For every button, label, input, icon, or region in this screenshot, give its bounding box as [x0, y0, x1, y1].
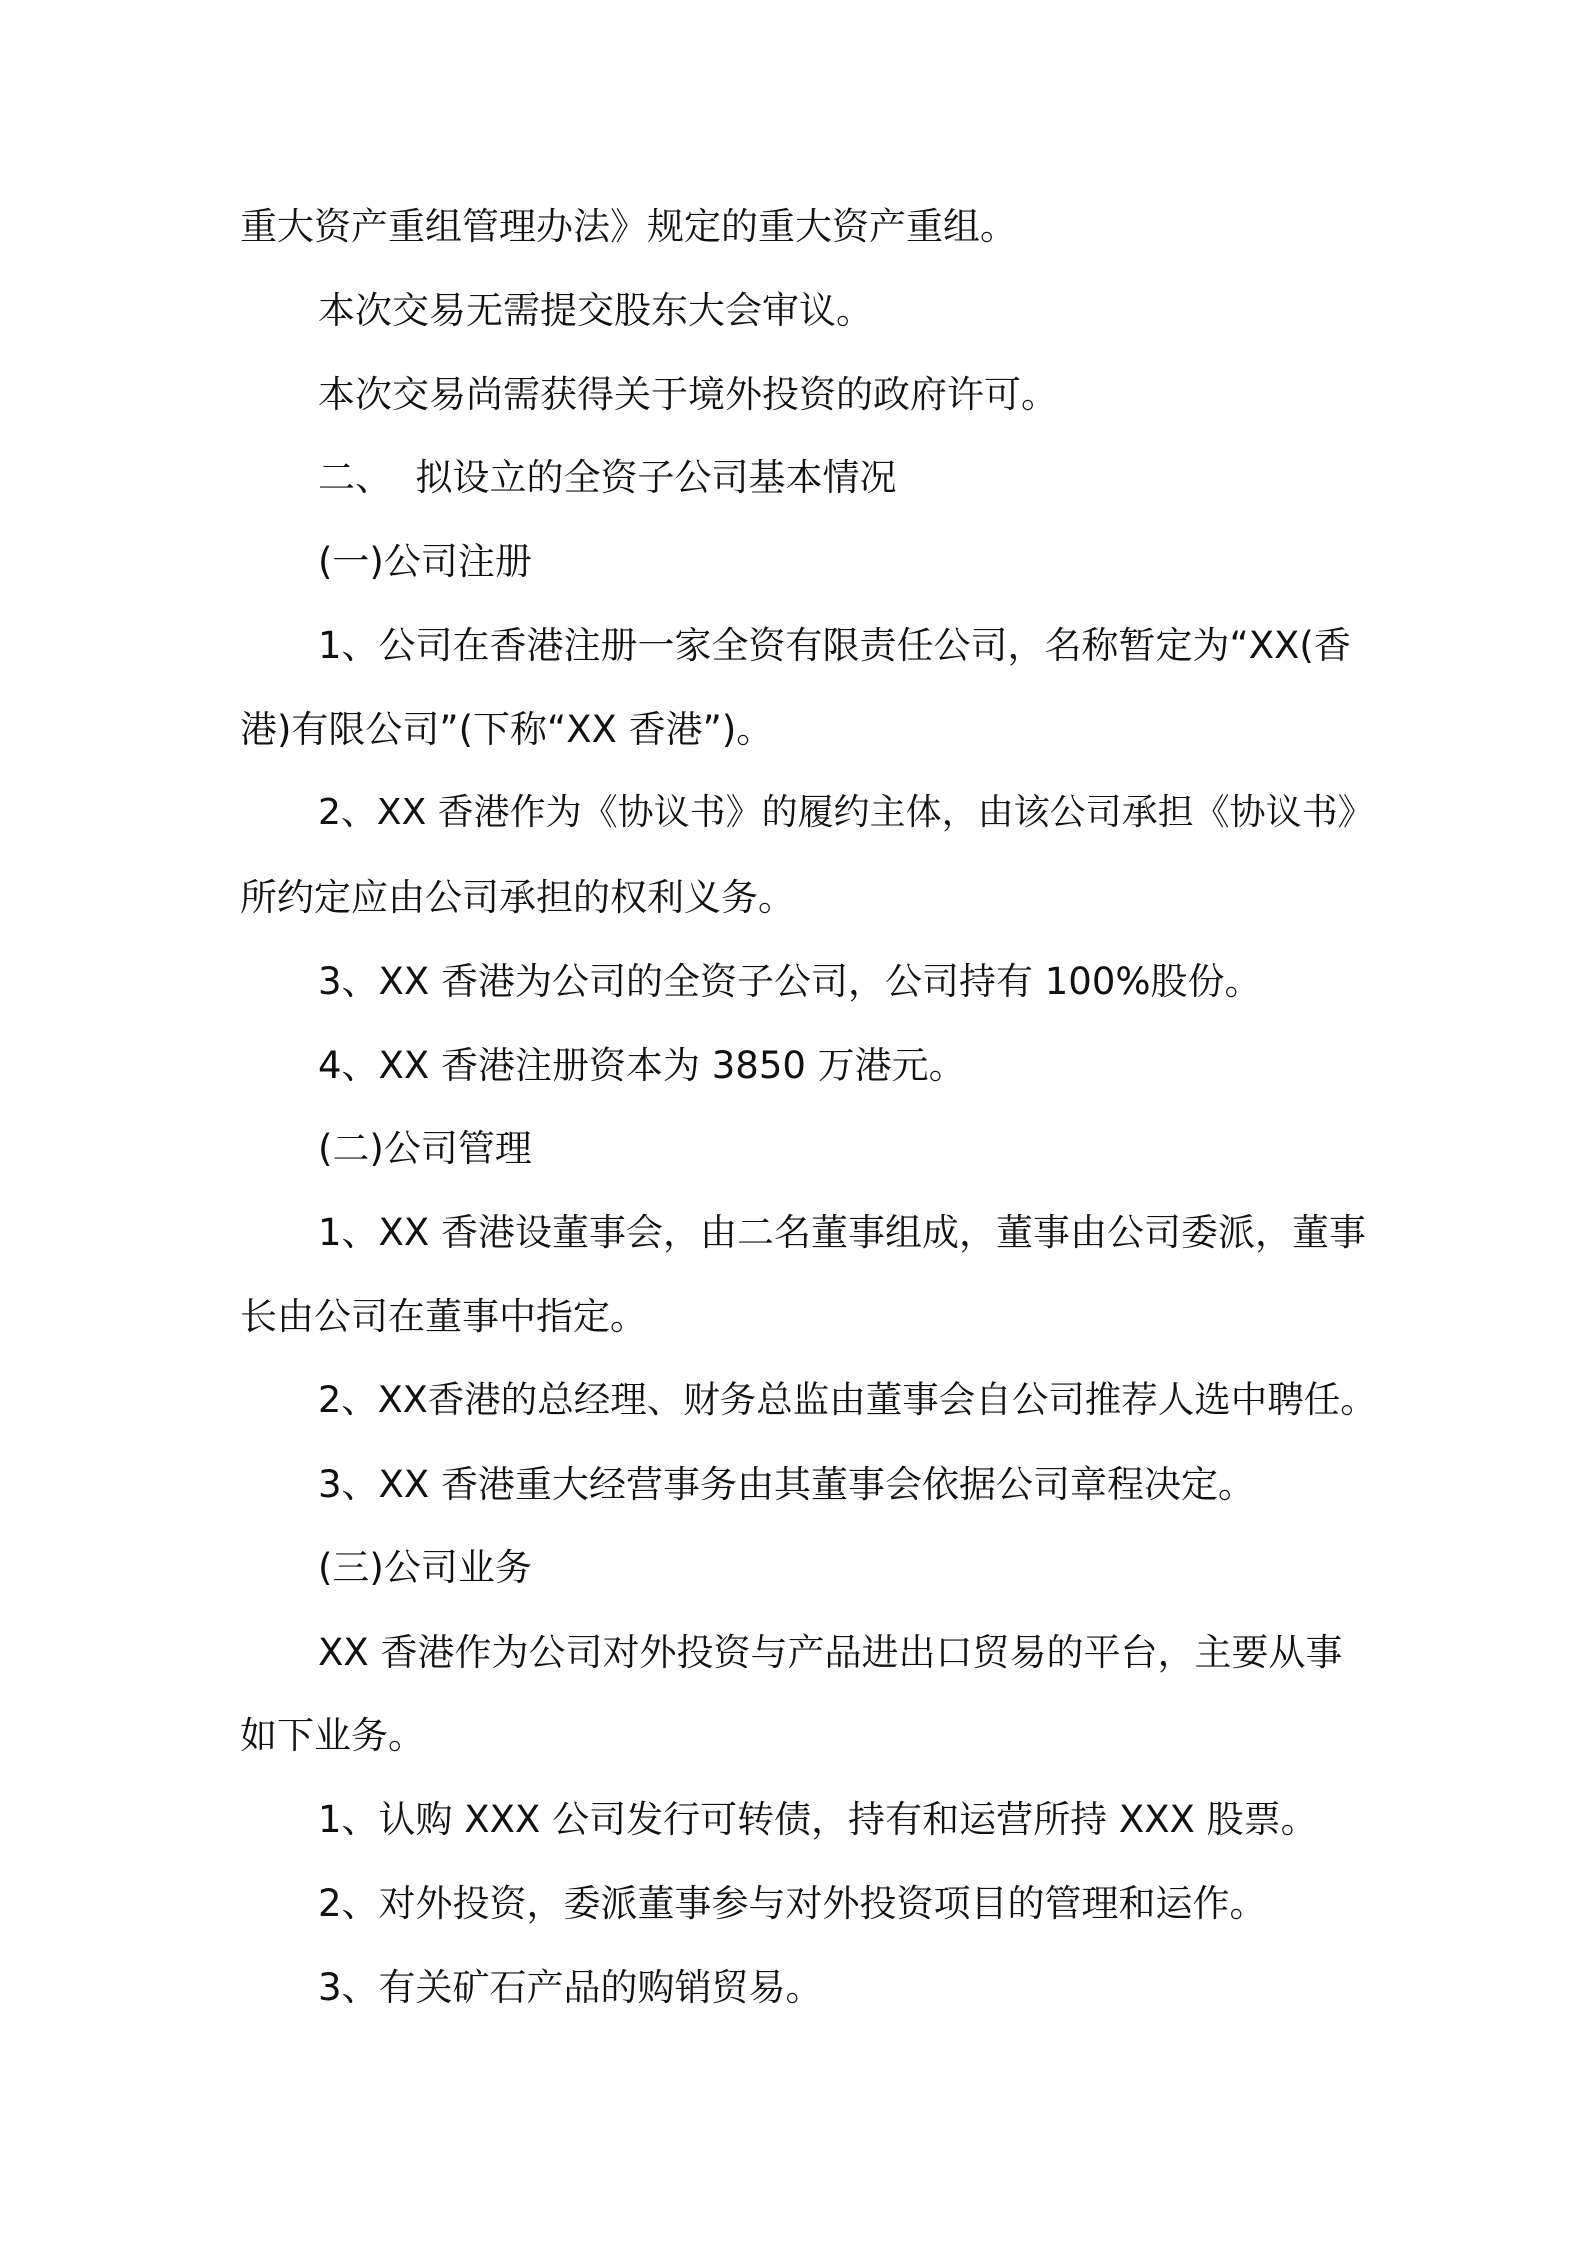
paragraph-line: 2、对外投资，委派董事参与对外投资项目的管理和运作。 [318, 1882, 1267, 1925]
paragraph-line: 2、XX 香港作为《协议书》的履约主体，由该公司承担《协议书》 [318, 792, 1374, 833]
paragraph-line: 2、XX香港的总经理、财务总监由董事会自公司推荐人选中聘任。 [318, 1378, 1377, 1421]
paragraph-line: 1、公司在香港注册一家全资有限责任公司，名称暂定为“XX(香 [318, 624, 1351, 667]
paragraph-line: 重大资产重组管理办法》规定的重大资产重组。 [240, 205, 1017, 248]
section-heading: 二、 拟设立的全资子公司基本情况 [318, 456, 897, 499]
paragraph-line: 所约定应由公司承担的权利义务。 [240, 876, 795, 919]
subsection-heading: (一)公司注册 [318, 540, 532, 583]
paragraph-line: 1、XX 香港设董事会，由二名董事组成，董事由公司委派，董事 [318, 1211, 1366, 1254]
subsection-heading: (二)公司管理 [318, 1127, 532, 1170]
paragraph-line: 1、认购 XXX 公司发行可转债，持有和运营所持 XXX 股票。 [318, 1798, 1318, 1841]
paragraph-line: 长由公司在董事中指定。 [240, 1295, 647, 1338]
paragraph-line: 本次交易无需提交股东大会审议。 [318, 289, 873, 332]
paragraph-line: 4、XX 香港注册资本为 3850 万港元。 [318, 1044, 966, 1087]
subsection-heading: (三)公司业务 [318, 1546, 532, 1589]
paragraph-line: 3、XX 香港为公司的全资子公司，公司持有 100%股份。 [318, 960, 1262, 1003]
paragraph-line: 3、XX 香港重大经营事务由其董事会依据公司章程决定。 [318, 1463, 1255, 1506]
paragraph-line: XX 香港作为公司对外投资与产品进出口贸易的平台，主要从事 [318, 1631, 1343, 1674]
paragraph-line: 3、有关矿石产品的购销贸易。 [318, 1966, 823, 2009]
paragraph-line: 港)有限公司”(下称“XX 香港”)。 [240, 708, 774, 751]
paragraph-line: 本次交易尚需获得关于境外投资的政府许可。 [318, 373, 1058, 416]
paragraph-line: 如下业务。 [240, 1714, 425, 1757]
